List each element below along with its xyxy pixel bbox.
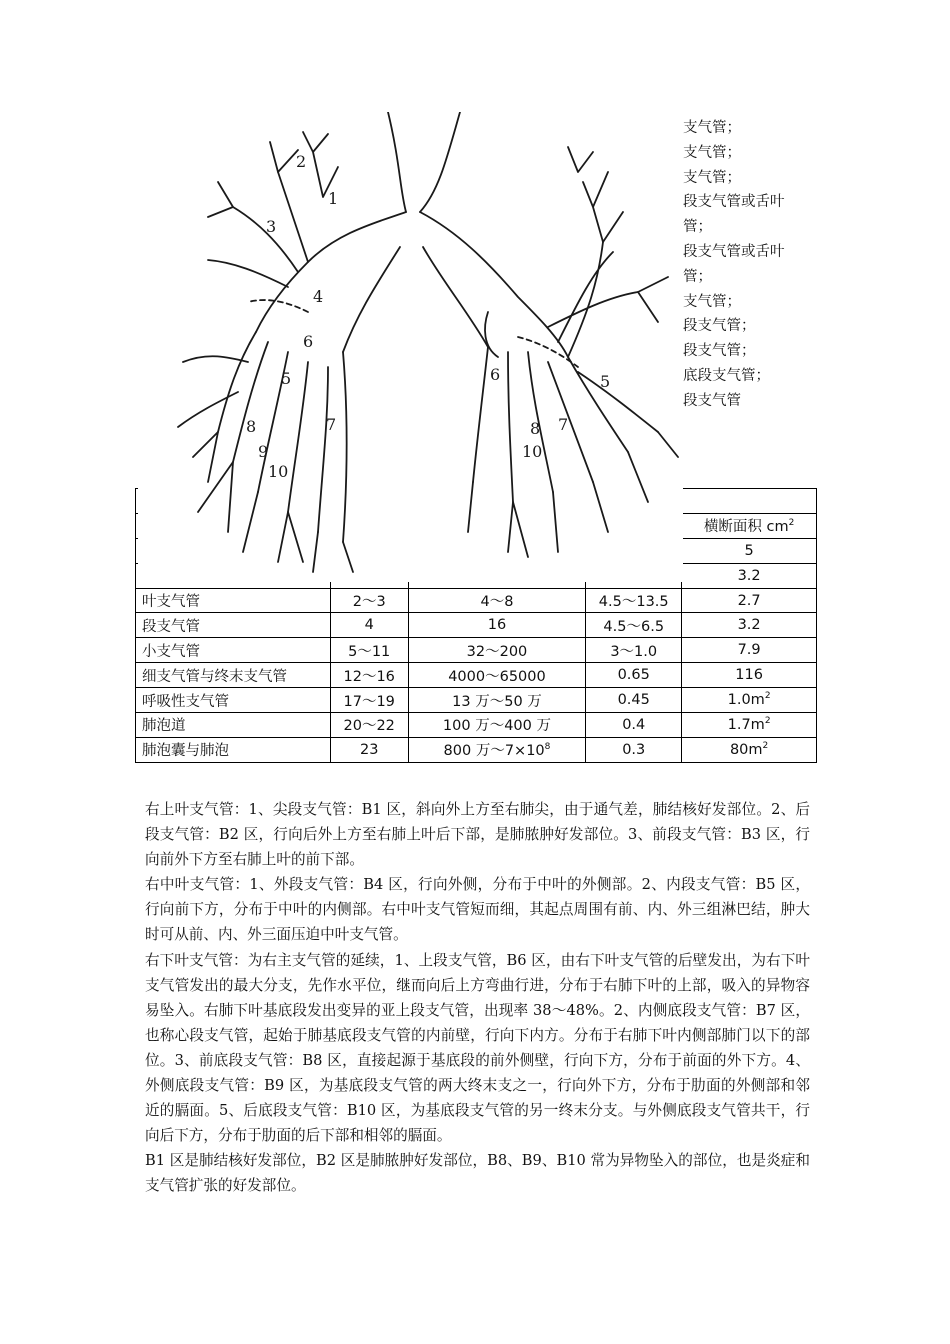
figure-label: 8: [530, 419, 541, 438]
table-cell: 116: [682, 663, 817, 688]
table-row: [136, 613, 817, 638]
table-cell: 4.5～6.5: [586, 613, 682, 638]
table-cell: 800 万$\sim 7\times 10^8$: [408, 737, 586, 762]
figure-label: 9: [258, 442, 269, 461]
table-cell: 23: [330, 737, 408, 762]
paragraph: B1 区是肺结核好发部位，B2 区是肺脓肿好发部位，B8、B9、B10 常为异物坠入的部位，也是炎症和支气管扩张的好发部位。: [145, 1152, 810, 1195]
list-item: 段支气管；: [683, 343, 756, 360]
table-cell: 4000～65000: [408, 663, 586, 688]
paragraph: 右上叶支气管：1、尖段支气管：B1 区，斜向外上方至右肺尖，由于通气差，肺结核好发部位。2、后段支气管：B2 区，行向后外上方至右肺上叶后下部，是肺脓肿好发部位。3、前段支气管：B3 区，行向前外下方至右肺上叶的前下部。: [145, 801, 810, 869]
cross-section-header: 横断面积 $cm^2$: [682, 513, 817, 538]
table-cell: 小支气管: [136, 638, 331, 663]
table-cell: 4.5～13.5: [586, 588, 682, 613]
table-cell: 3～1.0: [586, 638, 682, 663]
table-cell: 0.4: [586, 713, 682, 738]
bronchial-tree-figure: [138, 112, 683, 582]
bronchus-list: [683, 116, 823, 414]
table-cell: 呼吸性支气管: [136, 688, 331, 713]
table-row: [136, 713, 817, 738]
table-cell: 细支气管与终末支气管: [136, 663, 331, 688]
list-item: 支气管；: [683, 293, 741, 310]
figure-label: 5: [281, 369, 292, 388]
figure-label: 10: [268, 462, 289, 481]
table-cell: $80m^2$: [682, 737, 817, 762]
table-cell: 2～3: [330, 588, 408, 613]
table-cell: 肺泡道: [136, 713, 331, 738]
figure-label: 3: [266, 217, 277, 236]
table-cell: 叶支气管: [136, 588, 331, 613]
figure-label: 1: [328, 189, 339, 208]
table-cell: 13 万～50 万: [408, 688, 586, 713]
list-item: 段支气管；: [683, 318, 756, 335]
figure-label: 10: [522, 442, 543, 461]
list-item: 底段支气管；: [683, 367, 770, 384]
table-row: [136, 588, 817, 613]
figure-label: 5: [600, 372, 611, 391]
figure-label: 8: [246, 417, 257, 436]
list-item: 管；: [683, 268, 712, 285]
table-cell: 3.2: [682, 613, 817, 638]
figure-label: 2: [296, 152, 307, 171]
figure-label: 7: [558, 415, 569, 434]
table-cell: 2.7: [682, 588, 817, 613]
table-cell: 0.45: [586, 688, 682, 713]
table-row: [136, 663, 817, 688]
table-row: [136, 638, 817, 663]
figure-label: 7: [326, 415, 337, 434]
table-cell: 0.3: [586, 737, 682, 762]
paragraph: 右下叶支气管：为右主支气管的延续，1、上段支气管，B6 区，由右下叶支气管的后壁发出，为右下叶支气管发出的最大分支，先作水平位，继而向后上方弯曲行进，分布于右肺下叶的上部，吸入的异物容易坠入。右肺下叶基底段发出变异的亚上段支气管，出现率 38～48%。2、内侧底段支气管：B7 区，也称心段支气管，起始于肺基底段支气管的内前壁，行向下内方。分布于右肺下叶内侧部肺门以下的部位。3、前底段支气管：B8 区，直接起源于基底段的前外侧壁，行向下方，分布于前面的外下方。4、外侧底段支气管：B9 区，为基底段支气管的两大终末支之一，行向外下方，分布于肋面的外侧部和邻近的膈面。5、后底段支气管：B10 区，为基底段支气管的另一终末分支。与外侧底段支气管共干，行向后下方，分布于肋面的后下部和相邻的膈面。: [145, 951, 810, 1145]
table-cell: 16: [408, 613, 586, 638]
bronchial-tree-drawing: [138, 112, 683, 582]
list-item: 支气管；: [683, 120, 741, 136]
table-cell: 段支气管: [136, 613, 331, 638]
figure-label: 6: [303, 332, 314, 351]
table-cell: 4～8: [408, 588, 586, 613]
table-cell: 100 万～400 万: [408, 713, 586, 738]
paragraph: 右中叶支气管：1、外段支气管：B4 区，行向外侧，分布于中叶的外侧部。2、内段支气管：B5 区，行向前下方，分布于中叶的内侧部。右中叶支气管短而细，其起点周围有前、内、外三组淋巴结，肿大时可从前、内、外三面压迫中叶支气管。: [145, 876, 810, 944]
list-item: 支气管；: [683, 144, 741, 161]
table-cell: 4: [330, 613, 408, 638]
table-cell: 肺泡囊与肺泡: [136, 737, 331, 762]
table-cell: 3.2: [682, 563, 817, 588]
table-row: [136, 737, 817, 762]
table-cell: 5: [682, 538, 817, 563]
table-cell: 20～22: [330, 713, 408, 738]
body-text: [145, 797, 810, 1199]
list-item: 管；: [683, 219, 712, 236]
list-item: 支气管；: [683, 169, 741, 186]
table-cell: $1.0m^2$: [682, 688, 817, 713]
table-cell: 5～11: [330, 638, 408, 663]
table-cell: 0.65: [586, 663, 682, 688]
table-cell: 7.9: [682, 638, 817, 663]
table-cell: 32～200: [408, 638, 586, 663]
list-item: 段支气管或舌叶: [683, 243, 785, 260]
figure-label: 6: [490, 365, 501, 384]
table-cell: $1.7m^2$: [682, 713, 817, 738]
figure-label: 4: [313, 287, 324, 306]
list-item: 段支气管: [683, 392, 741, 409]
table-cell: 17～19: [330, 688, 408, 713]
list-item: 段支气管或舌叶: [683, 194, 785, 211]
table-row: [136, 688, 817, 713]
table-cell: 12～16: [330, 663, 408, 688]
